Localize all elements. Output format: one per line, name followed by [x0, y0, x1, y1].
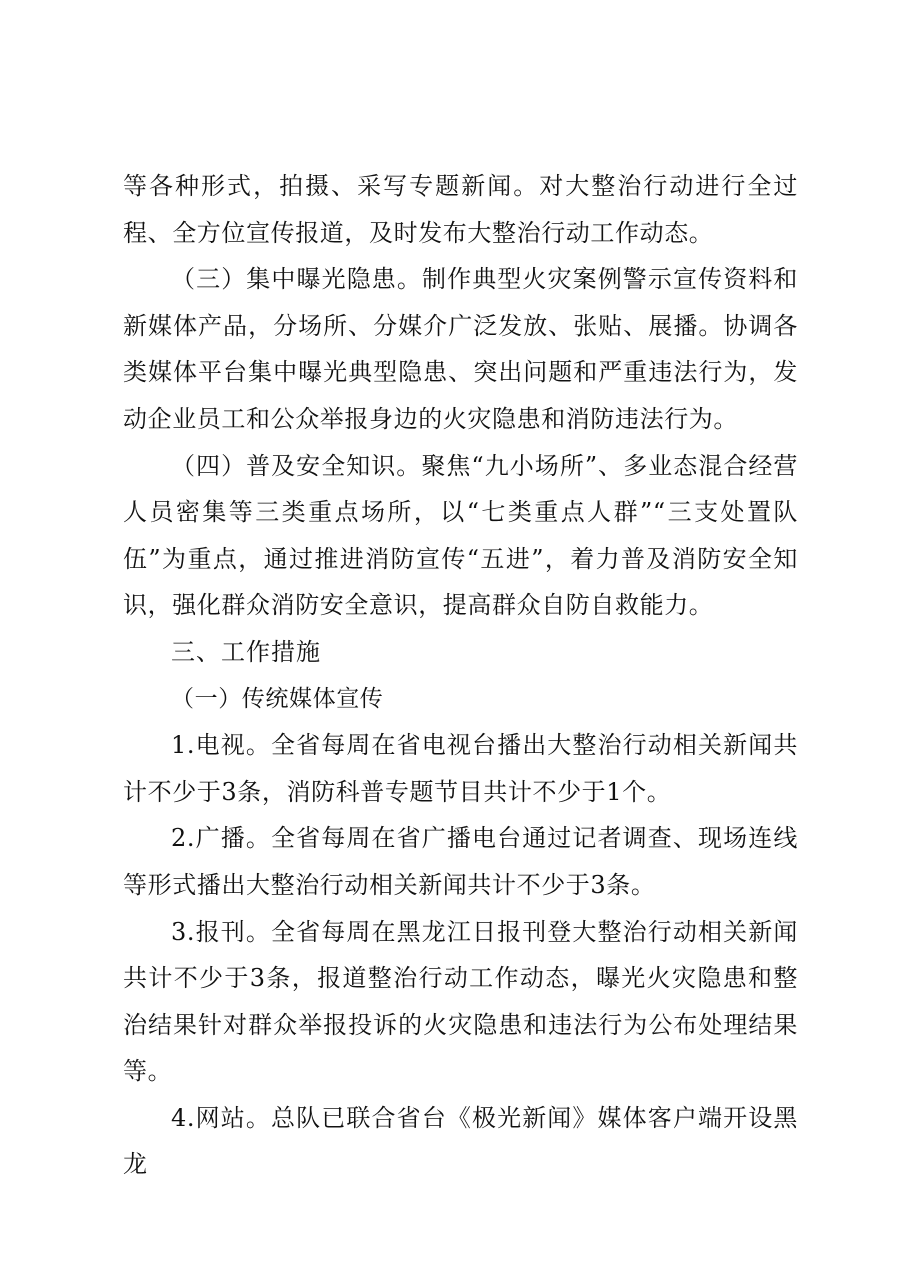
paragraph-expose-hazards: （三）集中曝光隐患。制作典型火灾案例警示宣传资料和新媒体产品，分场所、分媒介广泛发放、张贴、展播。协调各类媒体平台集中曝光典型隐患、突出问题和严重违法行为，发动企业员工和公众举报身边的火灾隐患和消防违法行为。: [123, 265, 798, 433]
paragraph-safety-knowledge: （四）普及安全知识。聚焦“九小场所”、多业态混合经营人员密集等三类重点场所，以“七类重点人群”“三支处置队伍”为重点，通过推进消防宣传“五进”，着力普及消防安全知识，强化群众消防安全意识，提高群众自防自救能力。: [123, 451, 798, 620]
document-body: [123, 163, 798, 1188]
section-heading: 三、工作措施: [171, 637, 321, 666]
subsection-heading: （一）传统媒体宣传: [171, 685, 384, 712]
list-item-website: 4.网站。总队已联合省台《极光新闻》媒体客户端开设黑龙: [123, 1103, 798, 1179]
list-item-radio: 2.广播。全省每周在省广播电台通过记者调查、现场连线等形式播出大整治行动相关新闻共计不少于3条。: [123, 824, 798, 899]
paragraph-continuation: 等各种形式，拍摄、采写专题新闻。对大整治行动进行全过程、全方位宣传报道，及时发布大整治行动工作动态。: [123, 172, 798, 247]
list-item-newspaper: 3.报刊。全省每周在黑龙江日报刊登大整治行动相关新闻共计不少于3条，报道整治行动工作动态，曝光火灾隐患和整治结果针对群众举报投诉的火灾隐患和违法行为公布处理结果等。: [123, 917, 798, 1086]
list-item-tv: 1.电视。全省每周在省电视台播出大整治行动相关新闻共计不少于3条，消防科普专题节目共计不少于1个。: [123, 731, 798, 806]
